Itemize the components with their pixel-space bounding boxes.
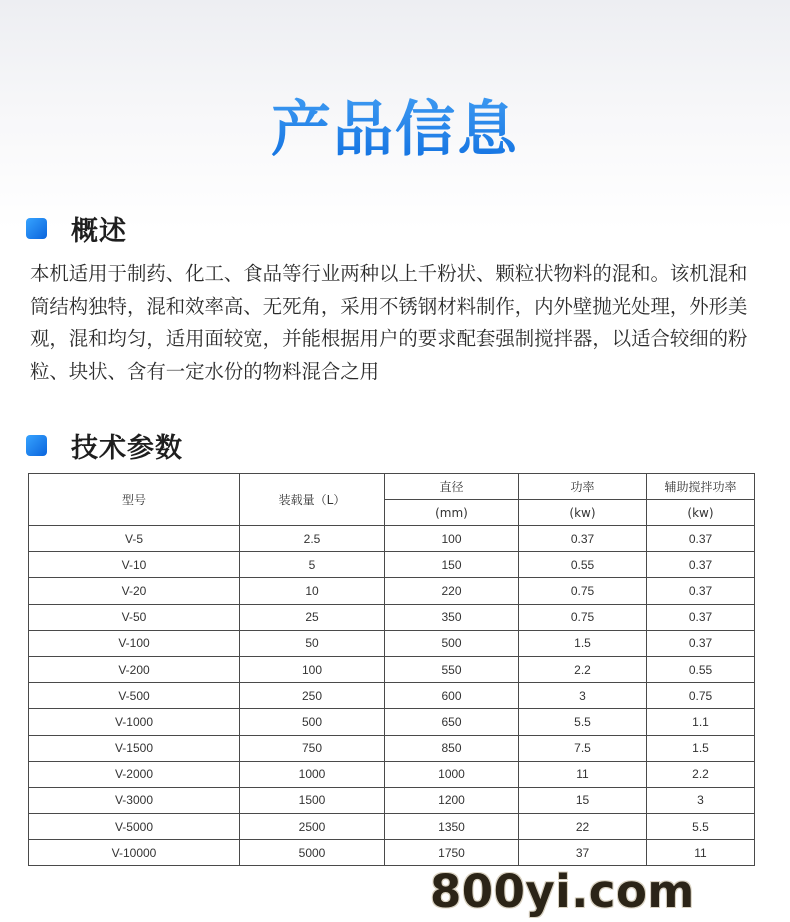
cell-capacity: 5: [240, 552, 385, 578]
cell-diameter: 1000: [385, 761, 519, 787]
cell-aux-power: 1.1: [647, 709, 755, 735]
cell-model: V-10000: [29, 840, 240, 866]
table-row: [29, 656, 755, 682]
cell-aux-power: 5.5: [647, 814, 755, 840]
cell-model: V-5: [29, 526, 240, 552]
watermark: 800yi.com: [430, 865, 695, 918]
cell-capacity: 250: [240, 683, 385, 709]
cell-power: 22: [519, 814, 647, 840]
cell-power: 2.2: [519, 656, 647, 682]
cell-power: 5.5: [519, 709, 647, 735]
header-aux-power: 辅助搅拌功率: [647, 474, 755, 500]
cell-power: 0.75: [519, 578, 647, 604]
cell-model: V-5000: [29, 814, 240, 840]
table-row: [29, 630, 755, 656]
specs-heading-text: 技术参数: [71, 432, 183, 464]
cell-model: V-100: [29, 630, 240, 656]
cell-power: 15: [519, 787, 647, 813]
cell-aux-power: 0.37: [647, 552, 755, 578]
header-diameter: 直径: [385, 474, 519, 500]
cell-model: V-200: [29, 656, 240, 682]
cell-power: 1.5: [519, 630, 647, 656]
cell-aux-power: 1.5: [647, 735, 755, 761]
table-row: [29, 761, 755, 787]
bullet-square-icon: [26, 435, 47, 456]
table-row: [29, 604, 755, 630]
cell-diameter: 100: [385, 526, 519, 552]
header-power: 功率: [519, 474, 647, 500]
specs-heading: [26, 425, 183, 465]
table-row: [29, 709, 755, 735]
overview-body: 本机适用于制药、化工、食品等行业两种以上千粉状、颗粒状物料的混和。该机混和筒结构独特，混和效率高、无死角，采用不锈钢材料制作，内外壁抛光处理，外形美观，混和均匀，适用面较宽，并能根据用户的要求配套强制搅拌器，以适合较细的粉粒、块状、含有一定水份的物料混合之用: [30, 262, 748, 383]
page-title: 产品信息: [0, 92, 790, 168]
cell-model: V-1000: [29, 709, 240, 735]
cell-diameter: 550: [385, 656, 519, 682]
header-power-unit: (kw): [519, 500, 647, 526]
cell-power: 37: [519, 840, 647, 866]
cell-diameter: 150: [385, 552, 519, 578]
cell-aux-power: 11: [647, 840, 755, 866]
cell-diameter: 600: [385, 683, 519, 709]
cell-aux-power: 0.75: [647, 683, 755, 709]
header-capacity: 装载量（L）: [240, 474, 385, 526]
cell-aux-power: 0.55: [647, 656, 755, 682]
overview-heading: [26, 208, 127, 248]
table-row: [29, 787, 755, 813]
cell-model: V-2000: [29, 761, 240, 787]
table-row: [29, 735, 755, 761]
cell-aux-power: 3: [647, 787, 755, 813]
overview-heading-text: 概述: [71, 215, 127, 247]
cell-model: V-10: [29, 552, 240, 578]
table-row: [29, 814, 755, 840]
header-diameter-unit: (mm): [385, 500, 519, 526]
cell-diameter: 850: [385, 735, 519, 761]
cell-model: V-20: [29, 578, 240, 604]
cell-model: V-1500: [29, 735, 240, 761]
table-row: [29, 552, 755, 578]
cell-power: 0.55: [519, 552, 647, 578]
cell-power: 11: [519, 761, 647, 787]
cell-capacity: 2500: [240, 814, 385, 840]
cell-power: 0.37: [519, 526, 647, 552]
cell-power: 0.75: [519, 604, 647, 630]
cell-diameter: 350: [385, 604, 519, 630]
bullet-square-icon: [26, 218, 47, 239]
cell-capacity: 1000: [240, 761, 385, 787]
cell-capacity: 1500: [240, 787, 385, 813]
cell-capacity: 25: [240, 604, 385, 630]
spec-table-body: [29, 526, 755, 866]
cell-diameter: 1350: [385, 814, 519, 840]
cell-aux-power: 0.37: [647, 526, 755, 552]
cell-diameter: 220: [385, 578, 519, 604]
table-row: [29, 683, 755, 709]
cell-diameter: 1750: [385, 840, 519, 866]
cell-aux-power: 0.37: [647, 604, 755, 630]
cell-aux-power: 0.37: [647, 578, 755, 604]
cell-aux-power: 0.37: [647, 630, 755, 656]
cell-capacity: 5000: [240, 840, 385, 866]
cell-model: V-3000: [29, 787, 240, 813]
cell-capacity: 100: [240, 656, 385, 682]
cell-aux-power: 2.2: [647, 761, 755, 787]
cell-capacity: 2.5: [240, 526, 385, 552]
cell-capacity: 500: [240, 709, 385, 735]
cell-diameter: 500: [385, 630, 519, 656]
spec-table: [28, 473, 755, 866]
cell-model: V-50: [29, 604, 240, 630]
cell-diameter: 1200: [385, 787, 519, 813]
cell-capacity: 750: [240, 735, 385, 761]
cell-power: 3: [519, 683, 647, 709]
header-model: 型号: [29, 474, 240, 526]
cell-model: V-500: [29, 683, 240, 709]
header-aux-power-unit: (kw): [647, 500, 755, 526]
cell-capacity: 10: [240, 578, 385, 604]
cell-capacity: 50: [240, 630, 385, 656]
table-row: [29, 526, 755, 552]
cell-diameter: 650: [385, 709, 519, 735]
table-row: [29, 578, 755, 604]
cell-power: 7.5: [519, 735, 647, 761]
